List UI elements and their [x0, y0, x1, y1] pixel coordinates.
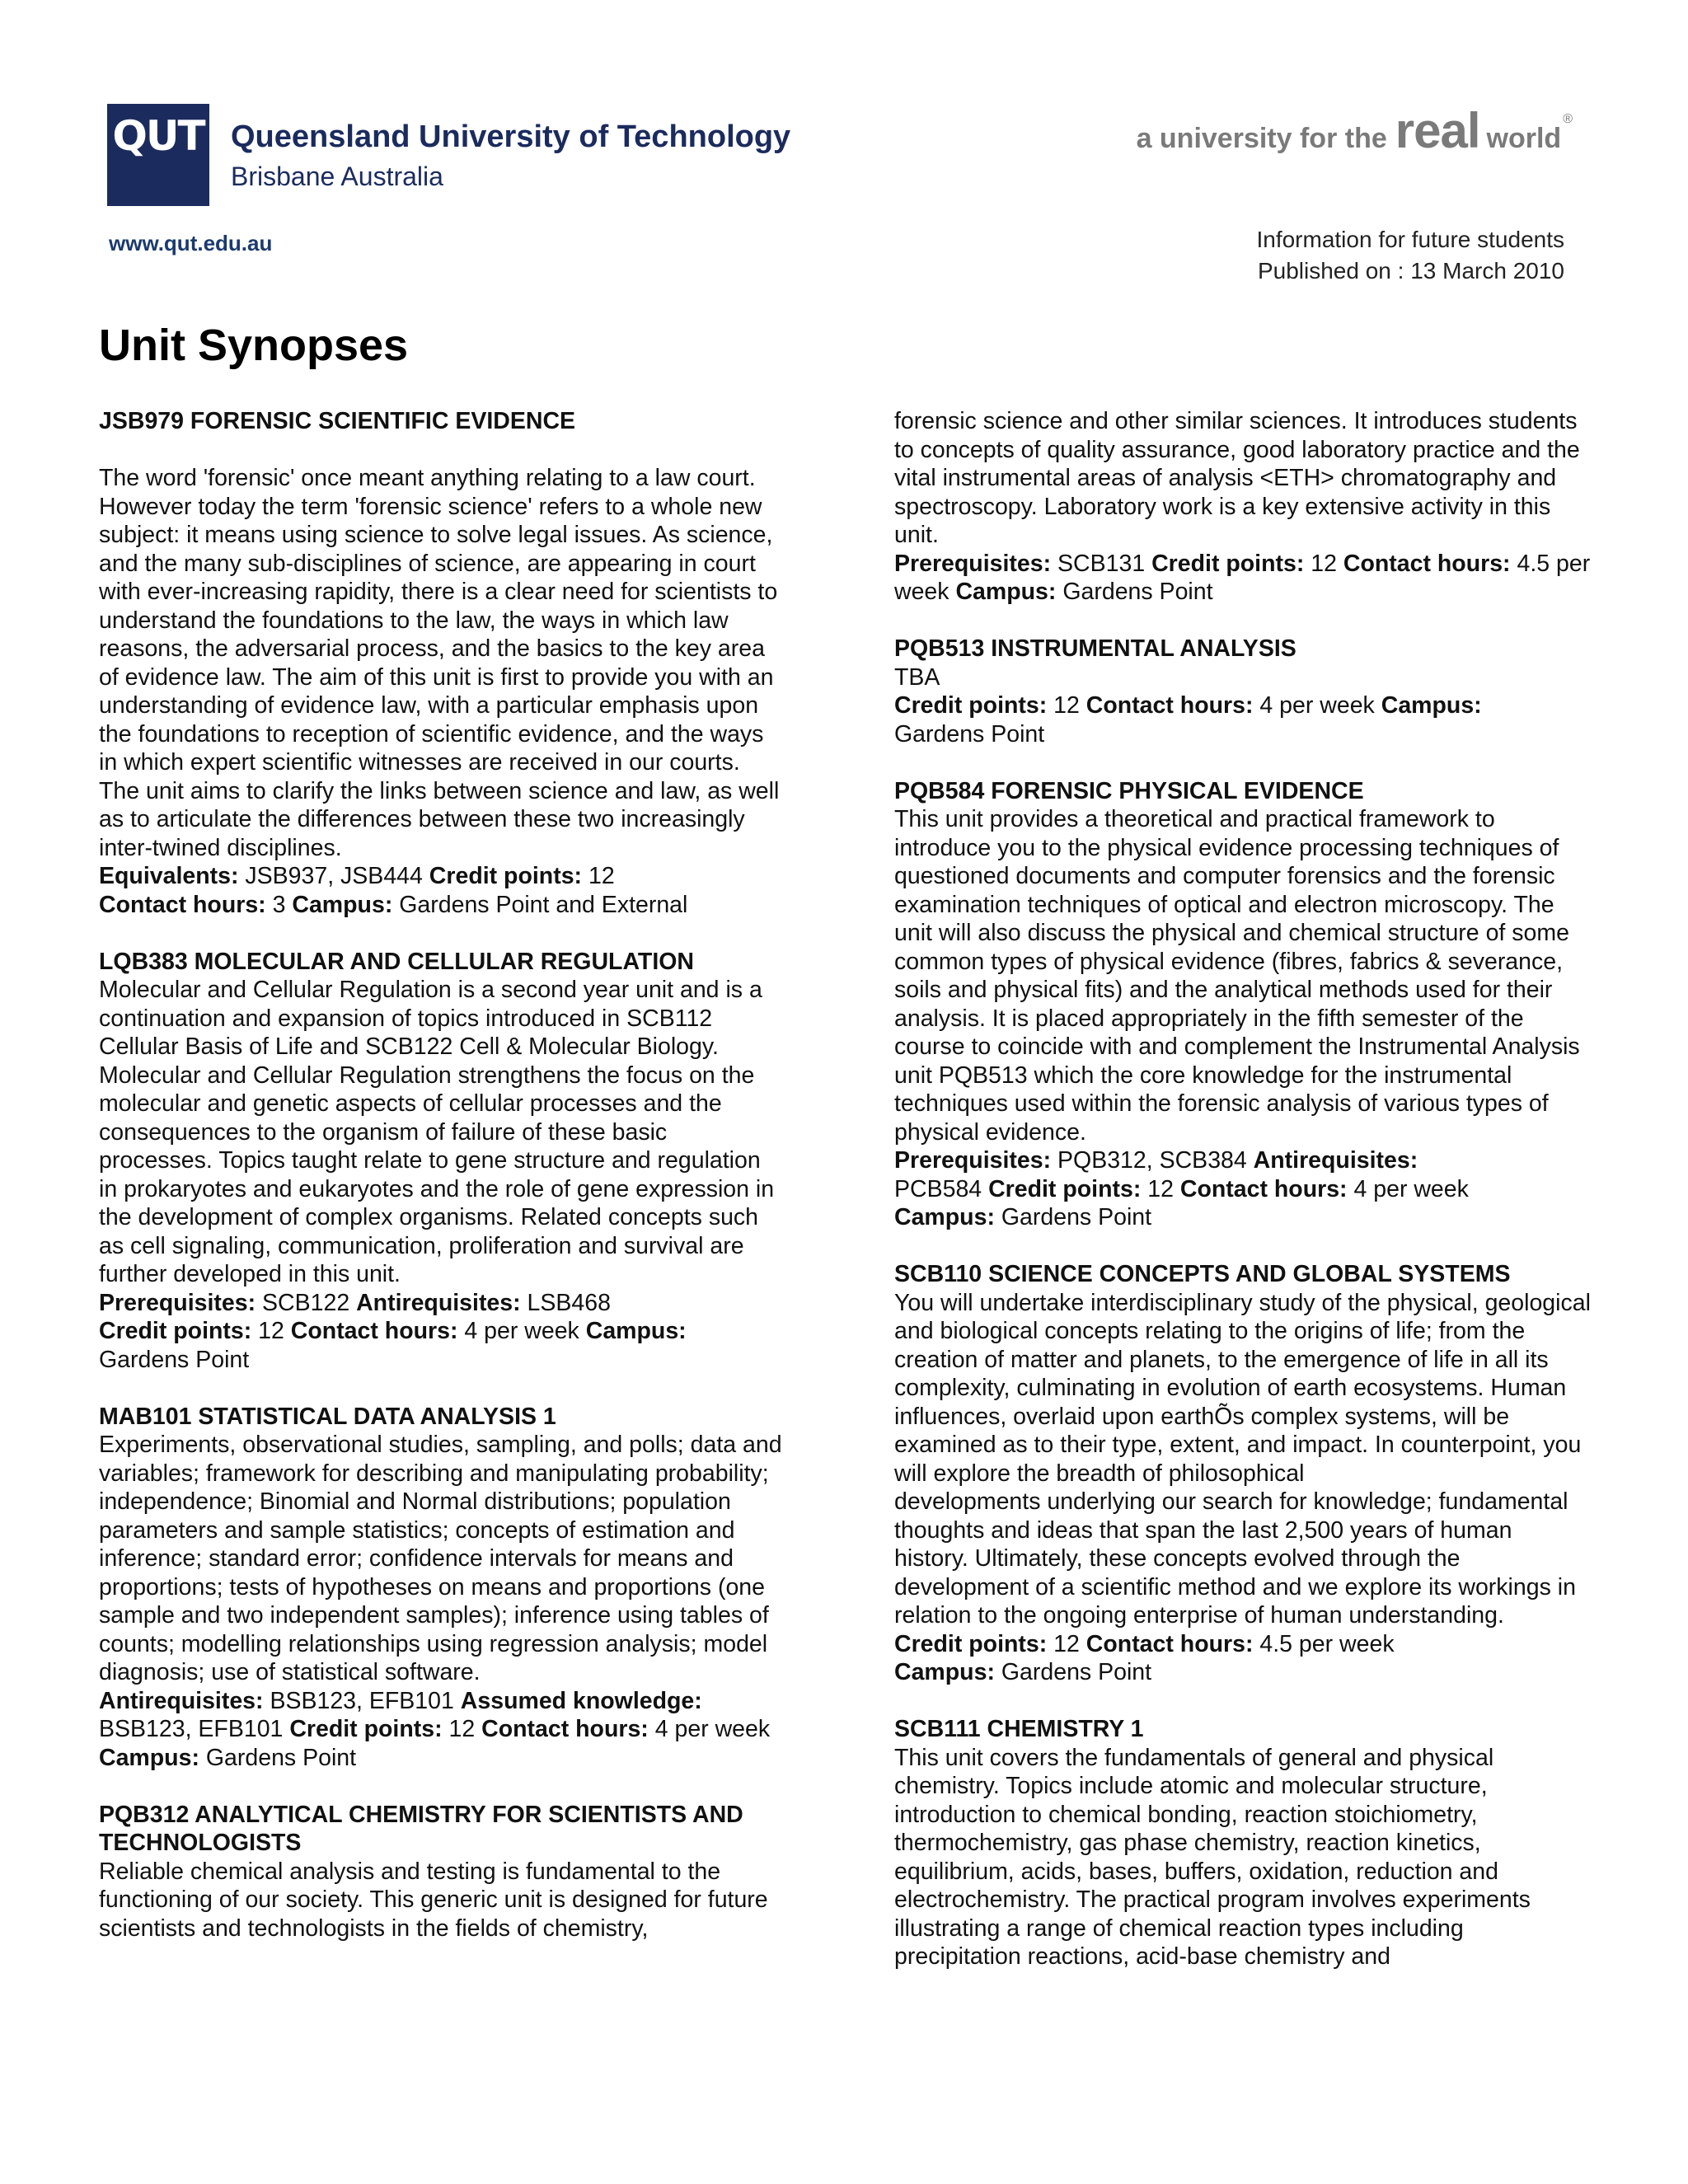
tagline-prefix: a university for the: [1136, 123, 1387, 154]
unit-title: SCB111 CHEMISTRY 1: [894, 1716, 1144, 1742]
campus-value: Gardens Point: [205, 1744, 357, 1771]
credit-value: 12: [1147, 1175, 1174, 1202]
prerequisites-label: Prerequisites:: [894, 550, 1052, 577]
unit-description: Experiments, observational studies, sampling, and polls; data and variables; framework for describing and manipulating probability; independence; Binomial and Normal distributions; population parameters and sample statistics; concepts of estimation and inference; standard error; confidence intervals for means and proportions; tests of hypotheses on means and proportions (one sample and two independent samples); inference using tables of counts; modelling relationships using regression analysis; model diagnosis; use of statistical software.: [99, 1432, 782, 1685]
campus-label: Campus:: [894, 1204, 995, 1230]
university-name: Queensland University of Technology: [231, 120, 791, 154]
unit-title: PQB513 INSTRUMENTAL ANALYSIS: [894, 635, 1296, 662]
credit-value: 12: [448, 1716, 476, 1742]
prerequisites-value: PQB312, SCB384: [1057, 1147, 1247, 1174]
credit-label: Credit points:: [429, 863, 583, 889]
credit-value: 12: [258, 1318, 284, 1344]
credit-label: Credit points:: [99, 1318, 252, 1344]
contact-value: 4 per week: [1353, 1175, 1469, 1202]
assumed-knowledge-label: Assumed knowledge:: [460, 1687, 702, 1714]
unit-details: [894, 1630, 1591, 1687]
right-column: [894, 407, 1591, 1999]
contact-label: Contact hours:: [1343, 550, 1511, 577]
credit-label: Credit points:: [289, 1716, 443, 1742]
campus-value: Gardens Point: [1001, 1659, 1152, 1685]
unit-description: Molecular and Cellular Regulation is a second year unit and is a continuation and expansion of topics introduced in SCB112 Cellular Basis of Life and SCB122 Cell & Molecular Biology. Molecular and Cellular Regulation strengthens the focus on the molecular and genetic aspects of cellular processes and the consequences to the organism of failure of these basic processes. Topics taught relate to gene structure and regulation in prokaryotes and eukaryotes and the role of gene expression in the development of complex organisms. Related concepts such as cell signaling, communication, proliferation and survival are further developed in this unit.: [99, 977, 775, 1287]
contact-value: 4.5 per week: [894, 550, 1591, 605]
unit-title: SCB110 SCIENCE CONCEPTS AND GLOBAL SYSTEMS: [894, 1261, 1511, 1287]
unit-pqb513: [894, 635, 1591, 748]
credit-label: Credit points:: [894, 1630, 1048, 1657]
contact-value: 4.5 per week: [1259, 1630, 1395, 1657]
contact-value: 4 per week: [1259, 692, 1375, 719]
unit-description: You will undertake interdisciplinary study of the physical, geological and biological concepts relating to the origins of life; from the creation of matter and planets, to the emergence of life in all its complexity, culminating in evolution of earth ecosystems. Human influences, overlaid upon earthÕs complex systems, will be examined as to their type, extent, and impact. In counterpoint, you will explore the breadth of philosophical: [894, 1289, 1591, 1487]
unit-details: [99, 862, 783, 919]
unit-title: LQB383 MOLECULAR AND CELLULAR REGULATION: [99, 948, 694, 975]
campus-value: Gardens Point: [99, 1346, 250, 1373]
credit-value: 12: [1053, 1630, 1080, 1657]
registered-mark: ®: [1563, 112, 1573, 126]
unit-pqb312: [99, 1801, 783, 1943]
antirequisites-label: Antirequisites:: [1253, 1147, 1418, 1174]
unit-scb111: [894, 1715, 1591, 1971]
logo-text: QUT: [112, 112, 204, 160]
campus-value: Gardens Point: [1001, 1204, 1152, 1230]
equivalents-value: JSB937, JSB444: [245, 863, 423, 889]
page-title: Unit Synopses: [99, 321, 409, 370]
antirequisites-value: LSB468: [527, 1289, 611, 1316]
antirequisites-value: PCB584: [894, 1175, 982, 1202]
campus-label: Campus:: [292, 891, 393, 918]
credit-value: 12: [1311, 550, 1337, 577]
left-column: [99, 407, 783, 1971]
unit-mab101: [99, 1403, 783, 1773]
unit-pqb584: [894, 777, 1591, 1232]
equivalents-label: Equivalents:: [99, 863, 239, 889]
contact-label: Contact hours:: [290, 1318, 458, 1344]
unit-title: MAB101 STATISTICAL DATA ANALYSIS 1: [99, 1403, 556, 1430]
unit-details: [894, 550, 1591, 607]
qut-logo: [107, 104, 209, 206]
unit-details: [99, 1687, 783, 1773]
campus-value: Gardens Point: [894, 720, 1045, 748]
unit-description: This unit provides a theoretical and practical framework to introduce you to the physical evidence processing techniques of questioned documents and computer forensics and the forensic examination techniques of optical and electron microscopy. The unit will also discuss the physical and chemical structure of some common types of physical evidence (fibres, fabrics & severance, soils and physical fits) and the analytical methods used for their analysis. It is placed appropriately in the fifth semester of the course to coincide with and complement the Instrumental Analysis unit PQB513 which the core knowledge for the instrumental techniques used within the forensic analysis of various types of physical evidence.: [894, 806, 1580, 1146]
campus-label: Campus:: [585, 1318, 687, 1344]
unit-scb110: [894, 1260, 1591, 1687]
contact-label: Contact hours:: [481, 1716, 649, 1742]
info-published-date: Published on : 13 March 2010: [1257, 258, 1564, 284]
unit-details: [99, 1289, 783, 1375]
prerequisites-value: SCB131: [1057, 550, 1146, 577]
prerequisites-value: SCB122: [262, 1289, 350, 1316]
prerequisites-label: Prerequisites:: [894, 1147, 1052, 1174]
credit-value: 12: [588, 863, 615, 889]
unit-details: [894, 691, 1591, 748]
credit-label: Credit points:: [1151, 550, 1305, 577]
contact-label: Contact hours:: [1085, 692, 1254, 719]
campus-label: Campus:: [99, 1744, 199, 1771]
website-link[interactable]: www.qut.edu.au: [109, 231, 273, 255]
unit-pqb312-continued: [894, 407, 1591, 607]
campus-value: Gardens Point: [1062, 579, 1213, 605]
contact-value: 4 per week: [464, 1318, 579, 1344]
campus-label: Campus:: [894, 1659, 995, 1685]
antirequisites-value: BSB123, EFB101: [270, 1687, 454, 1714]
unit-description: forensic science and other similar sciences. It introduces students to concepts of quality assurance, good laboratory practice and the vital instrumental areas of analysis <ETH> chromatography and spectroscopy. Laboratory work is a key extensive activity in this unit.: [894, 408, 1580, 548]
unit-details: [894, 1146, 1591, 1232]
unit-description: The word 'forensic' once meant anything relating to a law court. However today the term 'forensic science' refers to a whole new subject: it means using science to solve legal issues. As science, and the many sub-disciplines of science, are appearing in court with ever-increasing rapidity, there is a clear need for scientists to understand the foundations to the law, the ways in which law reasons, the adversarial process, and the basics to the key area of evidence law. The aim of this unit is first to provide you with an understanding of evidence law, with a particular emphasis upon the foundations to reception of scientific evidence, and the ways in which expert scientific witnesses are received in our courts. The unit aims to clarify the links between science and law, as well as to articulate the differences between these two increasingly inter-twined disciplines.: [99, 465, 780, 861]
tagline-world: world: [1486, 123, 1562, 154]
contact-label: Contact hours:: [99, 891, 266, 918]
unit-title: PQB312 ANALYTICAL CHEMISTRY FOR SCIENTISTS AND TECHNOLOGISTS: [99, 1801, 743, 1856]
tagline-real: real: [1395, 103, 1480, 158]
unit-lqb383: [99, 948, 783, 1375]
unit-title: JSB979 FORENSIC SCIENTIFIC EVIDENCE: [99, 408, 576, 434]
unit-jsb979: [99, 407, 783, 919]
tagline: [1137, 102, 1573, 159]
campus-label: Campus:: [955, 579, 1057, 605]
unit-description: TBA: [894, 663, 940, 691]
contact-value: 4 per week: [654, 1716, 771, 1742]
credit-label: Credit points:: [988, 1175, 1142, 1202]
contact-label: Contact hours:: [1085, 1630, 1254, 1657]
antirequisites-label: Antirequisites:: [356, 1289, 521, 1316]
unit-description: Reliable chemical analysis and testing is fundamental to the functioning of our society. This generic unit is designed for future scientists and technologists in the fields of chemistry,: [99, 1858, 768, 1942]
unit-title: PQB584 FORENSIC PHYSICAL EVIDENCE: [894, 777, 1364, 804]
prerequisites-label: Prerequisites:: [99, 1289, 256, 1316]
campus-label: Campus:: [1381, 692, 1482, 719]
university-location: Brisbane Australia: [231, 162, 443, 191]
unit-description-continued: developments underlying our search for knowledge; fundamental thoughts and ideas that span the last 2,500 years of human history. Ultimately, these concepts evolved through the development of a scientific method and we explore its workings in relation to the ongoing enterprise of human understanding.: [894, 1488, 1576, 1629]
publication-info: [1256, 224, 1564, 287]
contact-label: Contact hours:: [1179, 1175, 1348, 1202]
unit-description: This unit covers the fundamentals of general and physical chemistry. Topics include atomic and molecular structure, introduction to chemical bonding, reaction stoichiometry, thermochemistry, gas phase chemistry, reaction kinetics, equilibrium, acids, bases, buffers, oxidation, reduction and electrochemistry. The practical program involves experiments illustrating a range of chemical reaction types including precipitation reactions, acid-base chemistry and: [894, 1744, 1531, 1970]
credit-label: Credit points:: [894, 692, 1048, 719]
info-audience: Information for future students: [1256, 227, 1564, 252]
credit-value: 12: [1053, 692, 1080, 719]
campus-value: Gardens Point and External: [399, 891, 688, 918]
contact-value: 3: [272, 891, 286, 918]
assumed-knowledge-value: BSB123, EFB101: [99, 1716, 284, 1742]
antirequisites-label: Antirequisites:: [99, 1687, 264, 1714]
